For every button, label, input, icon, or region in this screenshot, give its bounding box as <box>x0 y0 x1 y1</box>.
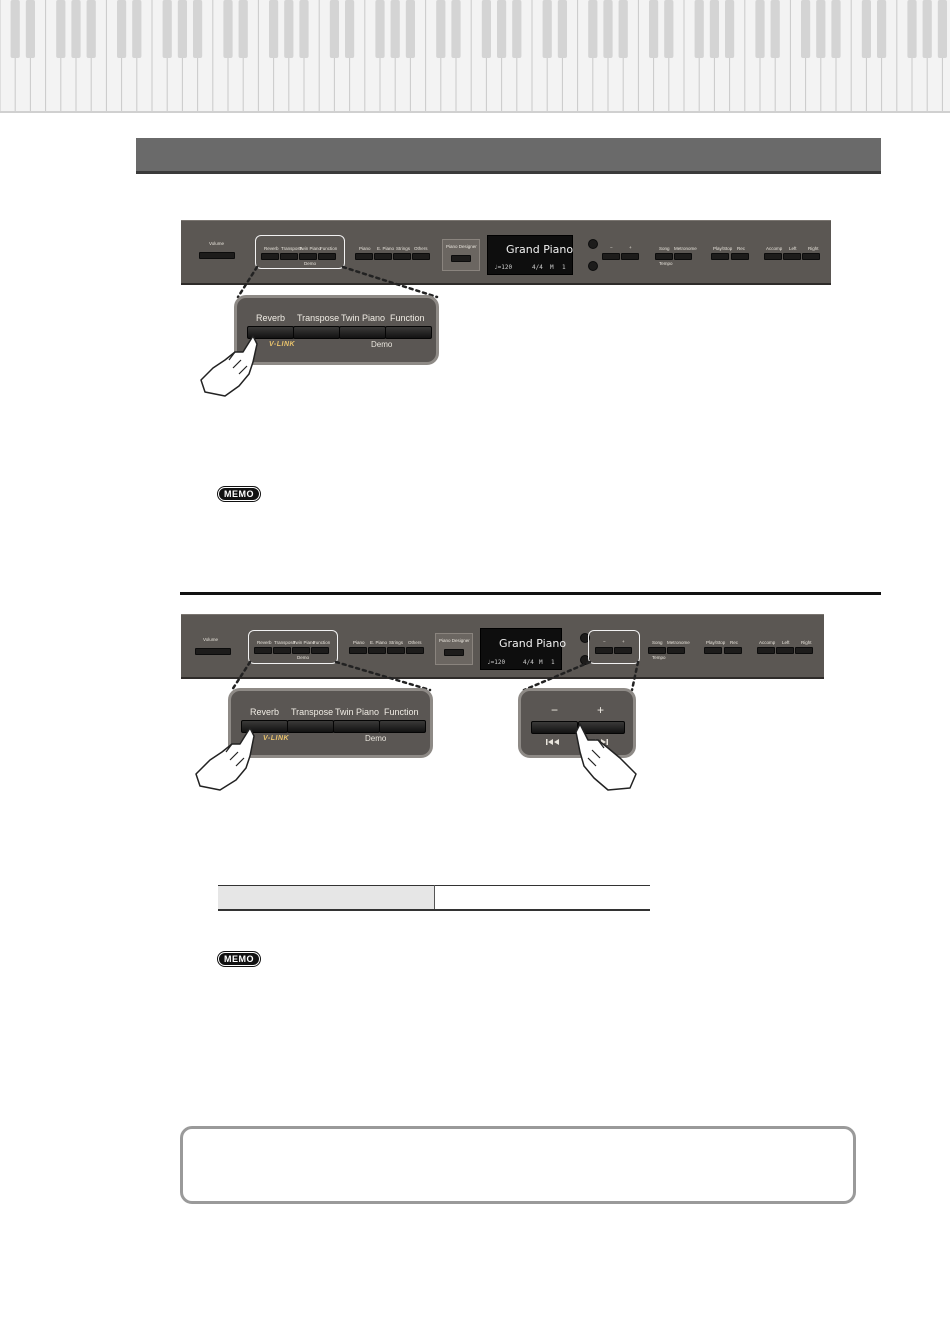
volume-label: Volume <box>203 637 219 642</box>
memo-badge: MEMO <box>218 952 260 966</box>
zoom-transpose-label: Transpose <box>291 707 334 717</box>
note-box <box>180 1126 856 1204</box>
section-divider <box>180 592 881 595</box>
zoom-twin-piano-label: Twin Piano <box>335 707 380 717</box>
zoom-twin-piano-button[interactable] <box>339 326 386 339</box>
callout-connector-1 <box>0 0 950 420</box>
display-title: Grand Piano <box>499 637 567 650</box>
zoom-demo-label: Demo <box>371 340 393 349</box>
vlink-label: V-LINK <box>269 341 296 348</box>
zoom-reverb-label: Reverb <box>256 313 286 323</box>
zoom-transpose-button[interactable] <box>287 720 334 733</box>
display-measure: 1 <box>562 264 566 271</box>
plus-label: + <box>622 639 625 644</box>
memo-badge: MEMO <box>218 487 260 501</box>
hand-pointer-icon <box>572 718 644 794</box>
callout-connector-2 <box>0 600 950 720</box>
rec-label: Rec <box>730 640 739 645</box>
e-piano-label: E. Piano <box>377 246 395 251</box>
display-measure-prefix: M <box>539 659 543 666</box>
display-measure-prefix: M <box>550 264 554 271</box>
zoom-twin-piano-label: Twin Piano <box>341 313 386 323</box>
e-piano-label: E. Piano <box>370 640 388 645</box>
zoom-reverb-label: Reverb <box>250 707 280 717</box>
table-value-cell <box>434 886 650 911</box>
settings-table <box>218 885 650 911</box>
zoom-minus-label: − <box>551 703 559 717</box>
demo-label: Demo <box>304 261 317 266</box>
function-label: Function <box>320 246 338 251</box>
tempo-label: Tempo <box>659 261 673 266</box>
piano-label: Piano <box>353 640 365 645</box>
left-label: Left <box>782 640 790 645</box>
display-title: Grand Piano <box>506 243 574 256</box>
strings-label: Strings <box>389 640 404 645</box>
piano-designer-label: Piano Designer <box>446 244 477 249</box>
others-label: Others <box>414 246 428 251</box>
rewind-icon <box>545 738 561 746</box>
zoom-minus-button[interactable] <box>531 721 578 734</box>
left-label: Left <box>789 246 797 251</box>
play-stop-label: Play/Stop <box>706 640 726 645</box>
zoom-transpose-label: Transpose <box>297 313 340 323</box>
play-stop-label: Play/Stop <box>713 246 733 251</box>
plus-label: + <box>629 245 632 250</box>
volume-label: Volume <box>209 241 225 246</box>
tempo-label: Tempo <box>652 655 666 660</box>
song-label: Song <box>659 246 670 251</box>
display-tempo: ♩=120 <box>494 264 513 271</box>
song-label: Song <box>652 640 663 645</box>
rec-label: Rec <box>737 246 746 251</box>
zoom-transpose-button[interactable] <box>293 326 340 339</box>
right-label: Right <box>808 246 819 251</box>
zoom-twin-piano-button[interactable] <box>333 720 380 733</box>
metronome-label: Metronome <box>667 640 690 645</box>
reverb-label: Reverb <box>264 246 279 251</box>
strings-label: Strings <box>396 246 411 251</box>
minus-label: − <box>603 639 606 644</box>
display-tempo: ♩=120 <box>487 659 506 666</box>
demo-label: Demo <box>297 655 310 660</box>
zoom-function-label: Function <box>384 707 419 717</box>
accomp-label: Accomp <box>766 246 783 251</box>
twin-piano-label: Twin Piano <box>293 640 316 645</box>
vlink-label: V-LINK <box>263 735 290 742</box>
twin-piano-label: Twin Piano <box>299 246 322 251</box>
zoom-function-button[interactable] <box>379 720 426 733</box>
zoom-function-label: Function <box>390 313 425 323</box>
table-row <box>218 886 650 911</box>
piano-designer-label: Piano Designer <box>439 638 470 643</box>
zoom-function-button[interactable] <box>385 326 432 339</box>
accomp-label: Accomp <box>759 640 776 645</box>
minus-label: − <box>610 245 613 250</box>
display-measure: 1 <box>551 659 555 666</box>
transpose-label: Transpose <box>281 246 303 251</box>
display-beat: 4/4 <box>523 659 534 666</box>
display-beat: 4/4 <box>532 264 543 271</box>
piano-label: Piano <box>359 246 371 251</box>
others-label: Others <box>408 640 422 645</box>
reverb-label: Reverb <box>257 640 272 645</box>
metronome-label: Metronome <box>674 246 697 251</box>
hand-pointer-icon <box>195 330 270 400</box>
hand-pointer-icon <box>190 722 265 794</box>
right-label: Right <box>801 640 812 645</box>
transpose-label: Transpose <box>274 640 296 645</box>
function-label: Function <box>313 640 331 645</box>
table-header-cell <box>218 886 434 911</box>
zoom-demo-label: Demo <box>365 734 387 743</box>
zoom-plus-label: + <box>597 703 605 717</box>
